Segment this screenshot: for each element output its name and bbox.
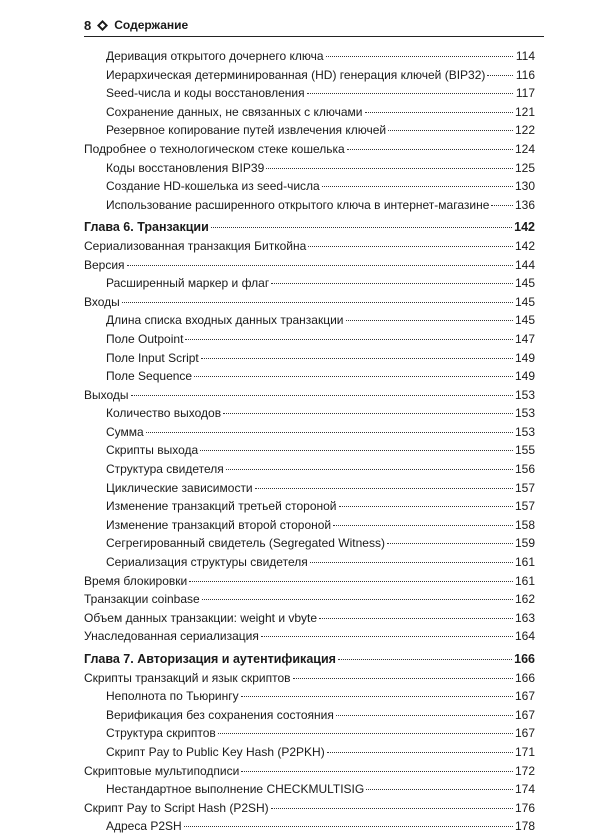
toc-leader-dots [131, 395, 513, 396]
toc-entry-title: Скрипт Pay to Script Hash (P2SH) [84, 800, 269, 815]
toc-entry-page: 172 [514, 763, 535, 778]
toc-leader-dots [127, 265, 513, 266]
toc-entry-title: Изменение транзакций второй стороной [106, 517, 332, 532]
toc-entry-page: 156 [514, 462, 535, 477]
toc-entry [84, 311, 535, 330]
toc-entry-title: Выходы [84, 387, 129, 402]
toc-entry-title: Сериализованная транзакция Биткойна [84, 238, 307, 253]
toc-entry-title: Скрипт Pay to Public Key Hash (P2PKH) [106, 744, 325, 759]
toc-entry-title: Сохранение данных, не связанных с ключами [106, 104, 363, 119]
toc-entry-page: 163 [514, 610, 535, 625]
toc-entry-page: 149 [514, 369, 535, 384]
toc-leader-dots [491, 205, 513, 206]
toc-leader-dots [388, 130, 513, 131]
toc-leader-dots [189, 581, 513, 582]
toc-entry-page: 153 [514, 406, 535, 421]
toc-entry [84, 66, 535, 85]
toc-entry-page: 167 [514, 689, 535, 704]
toc-leader-dots [200, 450, 513, 451]
toc-leader-dots [310, 562, 513, 563]
toc-leader-dots [211, 227, 512, 228]
toc-entry [84, 349, 535, 368]
toc-leader-dots [194, 376, 513, 377]
toc-entry [84, 386, 535, 405]
toc-entry [84, 799, 535, 818]
toc-entry-page: 174 [514, 782, 535, 797]
toc-entry-title: Сериализация структуры свидетеля [106, 555, 308, 570]
toc-leader-dots [226, 469, 513, 470]
toc-entry [84, 177, 535, 196]
toc-entry [84, 609, 535, 628]
toc-leader-dots [201, 358, 513, 359]
toc-entry-page: 178 [514, 819, 535, 834]
toc-entry-title: Поле Outpoint [106, 331, 184, 346]
toc-entry-page: 121 [514, 104, 535, 119]
toc-leader-dots [266, 168, 513, 169]
toc-entry [84, 669, 535, 688]
toc-leader-dots [122, 302, 513, 303]
toc-leader-dots [339, 506, 513, 507]
toc-entry [84, 762, 535, 781]
toc-entry [84, 84, 535, 103]
toc-entry [84, 780, 535, 799]
toc-entry [84, 572, 535, 591]
toc-entry-title: Входы [84, 294, 120, 309]
toc-entry-title: Сегрегированный свидетель (Segregated Witness) [106, 536, 385, 551]
toc-entry-page: 142 [514, 238, 535, 253]
toc-entry [84, 553, 535, 572]
toc-entry-page: 167 [514, 726, 535, 741]
toc-leader-dots [322, 186, 513, 187]
running-header-title: Содержание [114, 18, 189, 32]
toc-entry [84, 196, 535, 215]
toc-leader-dots [333, 525, 513, 526]
toc-entry [84, 516, 535, 535]
toc-leader-dots [261, 636, 513, 637]
toc-entry-page: 114 [515, 49, 535, 63]
toc-leader-dots [387, 543, 513, 544]
toc-entry [84, 497, 535, 516]
toc-leader-dots [185, 339, 513, 340]
toc-entry-title: Неполнота по Тьюрингу [106, 689, 239, 704]
toc-leader-dots [146, 432, 513, 433]
toc-entry-page: 116 [515, 67, 535, 82]
toc-entry-title: Структура скриптов [106, 726, 216, 741]
toc-entry-page: 142 [514, 220, 535, 235]
toc-entry [84, 47, 535, 66]
toc-entry-page: 164 [514, 629, 535, 644]
toc-entry-page: 153 [514, 424, 535, 439]
toc-entry-title: Количество выходов [106, 406, 222, 421]
toc-entry-page: 117 [515, 86, 535, 101]
toc-entry [84, 256, 535, 275]
toc-entry-page: 124 [514, 141, 535, 156]
toc-entry [84, 460, 535, 479]
toc-leader-dots [241, 696, 513, 697]
toc-leader-dots [365, 112, 513, 113]
toc-entry-page: 162 [514, 592, 535, 607]
toc-entry-title: Расширенный маркер и флаг [106, 276, 270, 291]
toc-entry-page: 167 [514, 707, 535, 722]
toc-entry-page: 161 [514, 555, 535, 570]
toc-entry [84, 140, 535, 159]
table-of-contents [84, 47, 535, 836]
toc-entry-title: Скрипты выхода [106, 443, 199, 458]
toc-leader-dots [184, 826, 513, 827]
toc-entry-title: Транзакции coinbase [84, 592, 200, 607]
toc-entry-title: Коды восстановления BIP39 [106, 160, 265, 175]
toc-entry-title: Подробнее о технологическом стеке кошелька [84, 141, 345, 156]
toc-entry [84, 274, 535, 293]
toc-entry-title: Поле Sequence [106, 369, 193, 384]
running-header [84, 14, 544, 37]
toc-entry-page: 161 [514, 573, 535, 588]
toc-chapter-entry [84, 650, 535, 669]
toc-entry [84, 743, 535, 762]
toc-entry [84, 627, 535, 646]
toc-leader-dots [347, 149, 513, 150]
toc-entry-title: Сумма [106, 424, 144, 439]
toc-entry-title: Изменение транзакций третьей стороной [106, 499, 337, 514]
toc-leader-dots [241, 771, 513, 772]
toc-entry [84, 330, 535, 349]
toc-leader-dots [327, 752, 513, 753]
toc-leader-dots [346, 320, 513, 321]
toc-leader-dots [307, 93, 513, 94]
toc-entry-title: Объем данных транзакции: weight и vbyte [84, 610, 318, 625]
toc-entry-title: Нестандартное выполнение CHECKMULTISIG [106, 782, 365, 797]
toc-entry-title: Seed-числа и коды восстановления [106, 86, 305, 101]
toc-entry [84, 159, 535, 178]
toc-entry-title: Резервное копирование путей извлечения ключей [106, 123, 387, 138]
toc-leader-dots [255, 488, 513, 489]
ornament-icon [97, 20, 108, 31]
toc-leader-dots [293, 678, 513, 679]
toc-entry-page: 166 [514, 652, 535, 666]
toc-leader-dots [271, 808, 513, 809]
toc-entry-page: 171 [514, 744, 535, 759]
toc-entry [84, 103, 535, 122]
toc-entry-page: 153 [514, 387, 535, 402]
toc-entry [84, 441, 535, 460]
toc-entry-page: 147 [514, 331, 535, 346]
toc-entry [84, 706, 535, 725]
toc-entry-page: 122 [514, 123, 535, 138]
toc-entry-title: Структура свидетеля [106, 462, 224, 477]
toc-entry-page: 155 [514, 443, 535, 458]
toc-leader-dots [223, 413, 513, 414]
toc-entry-title: Поле Input Script [106, 350, 199, 365]
toc-entry-page: 145 [514, 294, 535, 309]
toc-entry-page: 176 [514, 800, 535, 815]
toc-entry-page: 158 [514, 517, 535, 532]
toc-entry [84, 590, 535, 609]
toc-entry-page: 149 [514, 350, 535, 365]
toc-entry-title: Использование расширенного открытого ключа в интернет-магазине [106, 197, 490, 212]
toc-entry-title: Длина списка входных данных транзакции [106, 313, 344, 328]
toc-entry [84, 687, 535, 706]
toc-entry-page: 130 [514, 179, 535, 194]
page-number: 8 [84, 17, 92, 33]
toc-entry-page: 125 [514, 160, 535, 175]
toc-leader-dots [308, 246, 513, 247]
toc-leader-dots [336, 715, 513, 716]
toc-entry [84, 121, 535, 140]
toc-entry-title: Глава 6. Транзакции [84, 220, 209, 235]
toc-leader-dots [319, 618, 513, 619]
toc-leader-dots [338, 659, 512, 660]
toc-entry [84, 724, 535, 743]
toc-entry-page: 144 [514, 257, 535, 272]
toc-leader-dots [366, 789, 513, 790]
toc-entry-page: 145 [514, 276, 535, 291]
toc-entry [84, 817, 535, 836]
toc-entry-page: 159 [514, 536, 535, 551]
toc-entry [84, 237, 535, 256]
toc-leader-dots [271, 283, 513, 284]
toc-entry-page: 145 [514, 313, 535, 328]
toc-entry-title: Время блокировки [84, 573, 188, 588]
toc-entry-title: Адреса P2SH [106, 819, 182, 834]
toc-entry-page: 157 [514, 499, 535, 514]
toc-entry-page: 157 [514, 480, 535, 495]
toc-entry-title: Создание HD-кошелька из seed-числа [106, 179, 320, 194]
toc-leader-dots [202, 599, 513, 600]
toc-entry [84, 534, 535, 553]
toc-entry-title: Глава 7. Авторизация и аутентификация [84, 652, 336, 666]
toc-entry [84, 293, 535, 312]
toc-leader-dots [487, 75, 513, 76]
toc-entry [84, 423, 535, 442]
toc-entry-page: 136 [514, 197, 535, 212]
toc-entry [84, 404, 535, 423]
toc-entry [84, 367, 535, 386]
toc-entry-title: Скриптовые мультиподписи [84, 763, 240, 778]
toc-entry-title: Унаследованная сериализация [84, 629, 259, 644]
toc-entry-title: Верификация без сохранения состояния [106, 707, 334, 722]
toc-entry-page: 166 [514, 670, 535, 685]
toc-entry-title: Иерархическая детерминированная (HD) генерация ключей (BIP32) [106, 67, 486, 82]
toc-entry-title: Деривация открытого дочернего ключа [106, 49, 324, 63]
toc-entry [84, 479, 535, 498]
toc-leader-dots [326, 56, 513, 57]
toc-entry-title: Версия [84, 257, 125, 272]
toc-leader-dots [218, 733, 513, 734]
toc-entry-title: Скрипты транзакций и язык скриптов [84, 670, 291, 685]
toc-entry-title: Циклические зависимости [106, 480, 253, 495]
toc-chapter-entry [84, 218, 535, 237]
